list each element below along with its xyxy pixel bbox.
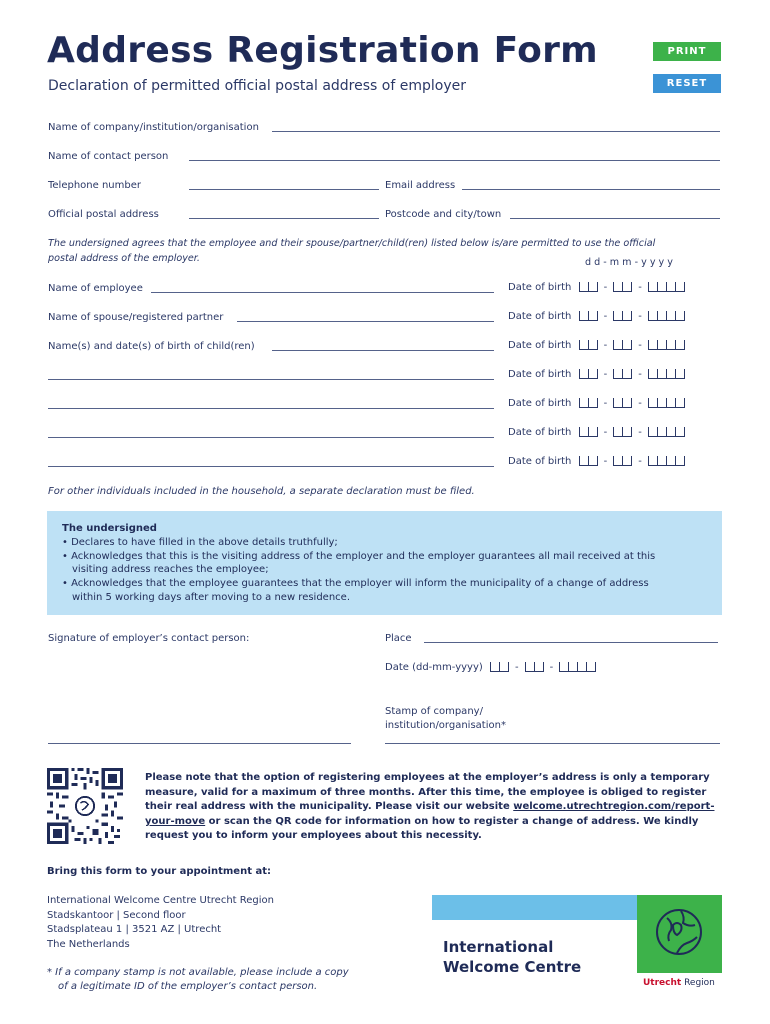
- dob-label: Date of birth: [508, 340, 572, 351]
- dob-employee[interactable]: Date of birth - -: [508, 282, 685, 295]
- dob-label: Date of birth: [508, 456, 572, 467]
- signature-date[interactable]: Date (dd-mm-yyyy) - -: [385, 662, 596, 675]
- signature-date-label: Date (dd-mm-yyyy): [385, 662, 483, 673]
- stamp-label-1: Stamp of company/: [385, 706, 483, 717]
- logo-globe-block: [637, 895, 722, 973]
- address-line-3: Stadsplateau 1 | 3521 AZ | Utrecht: [47, 924, 222, 935]
- undersigned-box: [47, 511, 722, 615]
- child-name-field[interactable]: [48, 466, 494, 467]
- signature-label: Signature of employer’s contact person:: [48, 633, 250, 644]
- child-name-field[interactable]: [48, 408, 494, 409]
- stamp-field[interactable]: [385, 743, 720, 744]
- bullet-2: • Acknowledges that this is the visiting address of the employer and the employer guarantees all mail received at this: [62, 551, 656, 562]
- declaration-line-2: postal address of the employer.: [48, 253, 200, 264]
- contact-person-field[interactable]: [189, 160, 720, 161]
- dob-label: Date of birth: [508, 369, 572, 380]
- logo-line-2: Welcome Centre: [443, 958, 582, 976]
- dob-label: Date of birth: [508, 427, 572, 438]
- telephone-label: Telephone number: [48, 180, 141, 191]
- company-label: Name of company/institution/organisation: [48, 122, 259, 133]
- child-name-field[interactable]: [48, 379, 494, 380]
- child-name-field[interactable]: [272, 350, 494, 351]
- dob-child[interactable]: Date of birth - -: [508, 456, 685, 469]
- logo-line-1: International: [443, 938, 554, 956]
- bullet-3: • Acknowledges that the employee guarantees that the employer will inform the municipality of a change of address: [62, 578, 649, 589]
- footnote-line-2: of a legitimate ID of the employer’s contact person.: [58, 981, 318, 992]
- children-label: Name(s) and date(s) of birth of child(ren): [48, 341, 255, 352]
- partner-name-field[interactable]: [237, 321, 494, 322]
- employee-name-field[interactable]: [151, 292, 494, 293]
- appointment-heading: Bring this form to your appointment at:: [47, 866, 271, 877]
- dob-child[interactable]: Date of birth - -: [508, 398, 685, 411]
- contact-person-label: Name of contact person: [48, 151, 169, 162]
- postal-address-label: Official postal address: [48, 209, 159, 220]
- utrecht-region-logo: Utrecht Region: [643, 978, 715, 988]
- dob-child[interactable]: Date of birth - -: [508, 369, 685, 382]
- stamp-label-2: institution/organisation*: [385, 720, 506, 731]
- dob-label: Date of birth: [508, 398, 572, 409]
- partner-label: Name of spouse/registered partner: [48, 312, 224, 323]
- address-line-4: The Netherlands: [47, 939, 130, 950]
- print-button[interactable]: PRINT: [653, 42, 721, 61]
- bullet-3-cont: within 5 working days after moving to a new residence.: [72, 592, 351, 603]
- bullet-2-cont: visiting address reaches the employee;: [72, 564, 269, 575]
- company-field[interactable]: [272, 131, 720, 132]
- household-note: For other individuals included in the household, a separate declaration must be filed.: [48, 486, 475, 497]
- dob-partner[interactable]: Date of birth - -: [508, 311, 685, 324]
- dob-child[interactable]: Date of birth - -: [508, 427, 685, 440]
- dob-label: Date of birth: [508, 282, 572, 293]
- logo-strip: [432, 895, 637, 920]
- postal-address-field[interactable]: [189, 218, 379, 219]
- dob-label: Date of birth: [508, 311, 572, 322]
- signature-field[interactable]: [48, 743, 351, 744]
- reset-button[interactable]: RESET: [653, 74, 721, 93]
- bullet-1: • Declares to have filled in the above details truthfully;: [62, 537, 338, 548]
- notice-text: Please note that the option of registering employees at the employer’s address is only a temporary measure, valid for a maximum of three months. After this time, the employee is obliged to register their real address with the municipality. Please visit our website welcome.utrechtregion.com/report-your-move or scan the QR code for information on how to register a change of address. We kindly request you to inform your employees about this necessity.: [145, 772, 715, 842]
- declaration-line-1: The undersigned agrees that the employee and their spouse/partner/child(ren) listed below is/are permitted to use the official: [48, 238, 656, 249]
- postcode-city-label: Postcode and city/town: [385, 209, 502, 220]
- footnote-line-1: * If a company stamp is not available, please include a copy: [47, 967, 349, 978]
- address-line-1: International Welcome Centre Utrecht Region: [47, 895, 274, 906]
- website-link[interactable]: welcome.utrechtregion.com/report-your-move: [145, 801, 715, 827]
- place-label: Place: [385, 633, 412, 644]
- date-format-hint: d d - m m - y y y y: [585, 257, 673, 268]
- email-field[interactable]: [462, 189, 720, 190]
- child-name-field[interactable]: [48, 437, 494, 438]
- email-label: Email address: [385, 180, 456, 191]
- qr-code-icon[interactable]: [47, 768, 123, 844]
- dob-child[interactable]: Date of birth - -: [508, 340, 685, 353]
- employee-label: Name of employee: [48, 283, 143, 294]
- globe-icon: [637, 895, 722, 973]
- page-title: Address Registration Form: [47, 30, 598, 71]
- undersigned-title: The undersigned: [62, 523, 157, 534]
- address-line-2: Stadskantoor | Second floor: [47, 910, 186, 921]
- page-subtitle: Declaration of permitted official postal address of employer: [48, 78, 466, 94]
- telephone-field[interactable]: [189, 189, 379, 190]
- postcode-city-field[interactable]: [510, 218, 720, 219]
- place-field[interactable]: [424, 642, 718, 643]
